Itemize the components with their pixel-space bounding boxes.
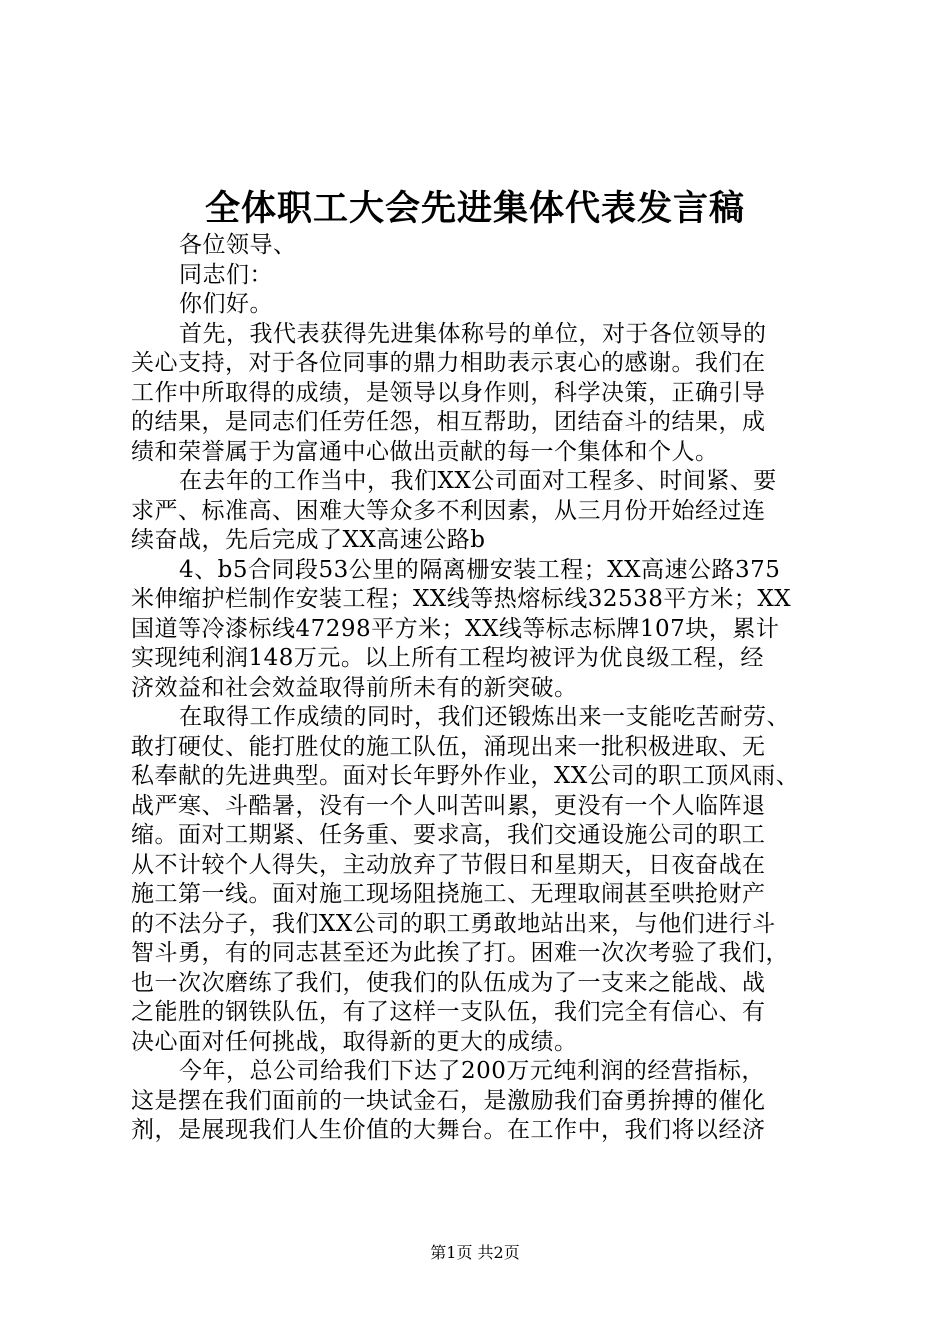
text-line: 这是摆在我们面前的一块试金石，是激励我们奋勇拚搏的催化: [131, 1087, 766, 1114]
text-line: 济效益和社会效益取得前所未有的新突破。: [131, 674, 578, 701]
text-line: 续奋战，先后完成了XX高速公路b: [131, 527, 486, 553]
text-line: 国道等冷漆标线47298平方米；XX线等标志标牌107块，累计: [131, 615, 780, 642]
text-line: 实现纯利润148万元。以上所有工程均被评为优良级工程，经: [131, 645, 764, 671]
text-line: 之能胜的钢铁队伍，有了这样一支队伍，我们完全有信心、有: [131, 999, 766, 1025]
text-line: 首先，我代表获得先进集体称号的单位，对于各位领导的: [179, 320, 767, 347]
text-line: 敢打硬仗、能打胜仗的施工队伍，涌现出来一批积极进取、无: [131, 733, 766, 760]
text-line: 私奉献的先进典型。面对长年野外作业，XX公司的职工顶风雨、: [131, 763, 800, 789]
text-line: 决心面对任何挑战，取得新的更大的成绩。: [131, 1028, 578, 1055]
text-line: 也一次次磨练了我们，使我们的队伍成为了一支来之能战、战: [131, 969, 766, 996]
text-line: 关心支持，对于各位同事的鼎力相助表示衷心的感谢。我们在: [131, 350, 766, 376]
text-line: 绩和荣誉属于为富通中心做出贡献的每一个集体和个人。: [131, 438, 719, 465]
text-line: 在去年的工作当中，我们XX公司面对工程多、时间紧、要: [179, 468, 777, 494]
text-line: 智斗勇，有的同志甚至还为此挨了打。困难一次次考验了我们，: [131, 940, 789, 966]
text-line: 求严、标准高、困难大等众多不利因素，从三月份开始经过连: [131, 497, 766, 524]
text-line: 剂，是展现我们人生价值的大舞台。在工作中，我们将以经济: [131, 1117, 766, 1143]
text-line: 缩。面对工期紧、任务重、要求高，我们交通设施公司的职工: [131, 822, 766, 848]
page-footer: 第1页 共2页: [430, 1243, 520, 1262]
text-line: 4、b5合同段53公里的隔离栅安装工程；XX高速公路375: [179, 556, 781, 583]
text-line: 你们好。: [179, 291, 273, 317]
text-line: 米伸缩护栏制作安装工程；XX线等热熔标线32538平方米；XX: [131, 586, 792, 612]
text-line: 今年，总公司给我们下达了200万元纯利润的经营指标，: [179, 1058, 765, 1084]
document-body: [131, 231, 841, 1146]
text-line: 施工第一线。面对施工现场阻挠施工、无理取闹甚至哄抢财产: [131, 881, 766, 907]
text-line: 在取得工作成绩的同时，我们还锻炼出来一支能吃苦耐劳、: [179, 704, 790, 730]
text-line: 从不计较个人得失，主动放弃了节假日和星期天，日夜奋战在: [131, 851, 766, 878]
text-line: 同志们：: [179, 261, 273, 288]
page-title: 全体职工大会先进集体代表发言稿: [204, 188, 745, 229]
text-line: 工作中所取得的成绩，是领导以身作则，科学决策，正确引导: [131, 379, 766, 406]
text-line: 的结果，是同志们任劳任怨，相互帮助，团结奋斗的结果，成: [131, 409, 766, 435]
text-line: 战严寒、斗酷暑，没有一个人叫苦叫累，更没有一个人临阵退: [131, 792, 766, 819]
text-line: 各位领导、: [179, 232, 297, 258]
text-line: 的不法分子，我们XX公司的职工勇敢地站出来，与他们进行斗: [131, 910, 776, 937]
